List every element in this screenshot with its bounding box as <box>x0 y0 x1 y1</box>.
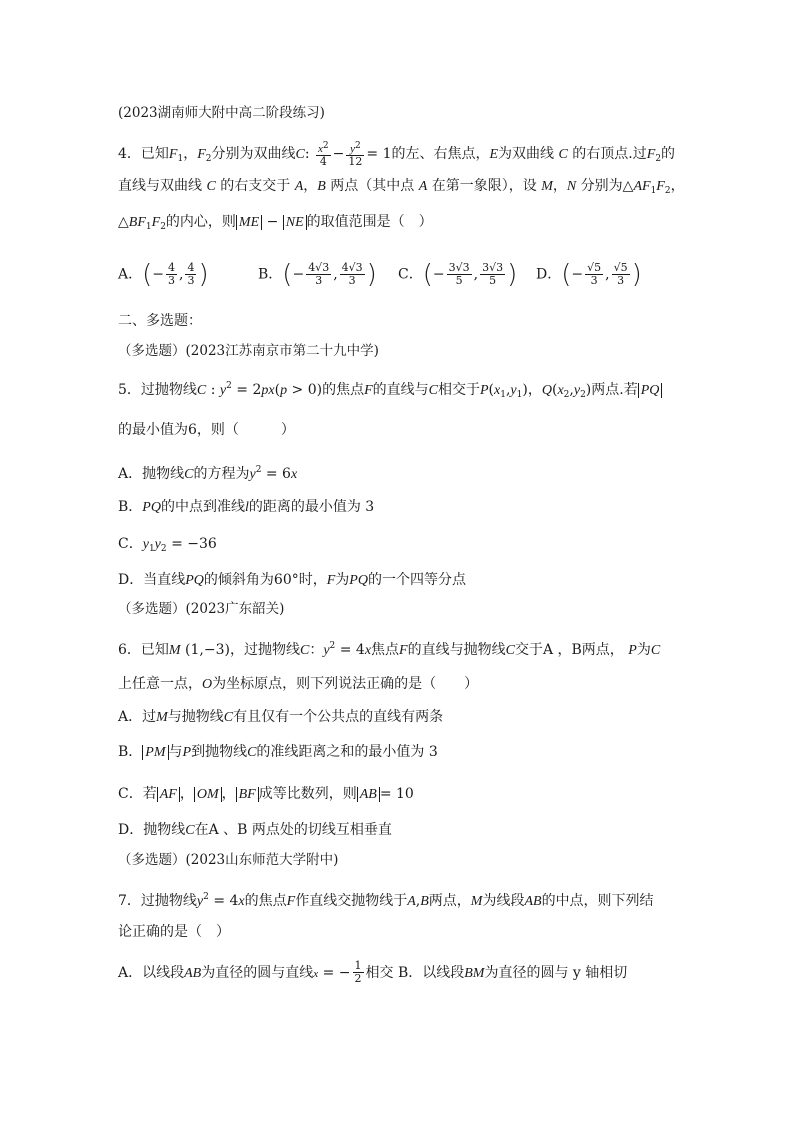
q5-option-d: D．当直线PQ的倾斜角为60°时，F为PQ的一个四等分点 <box>118 572 466 588</box>
q7-option-a: A．以线段AB为直径的圆与直线x = − $\frac{1}{2}$ 相交 <box>118 959 394 985</box>
q5-option-c: C．$y_1y_2 = -36$ <box>118 536 217 554</box>
q7-line2: 论正确的是（ ） <box>118 924 230 940</box>
q6-option-c: C．若 AF ， OM ， BF 成等比数列，则 AB = 10 <box>118 786 414 802</box>
q6-option-a: A．过M与抛物线C有且仅有一个公共点的直线有两条 <box>118 709 444 725</box>
q4-line3: $\triangle BF_1F_2$的内心，则 ME − NE 的取值范围是（ ） <box>118 214 433 232</box>
q7-option-b: B．以线段BM为直径的圆与 y 轴相切 <box>397 964 628 981</box>
section-heading: 二、多选题： <box>118 313 202 329</box>
q5-line1: 5．过抛物线C : $y^2 = 2px(p > 0)$的焦点F的直线与C相交于$P(x_1,y_1)$，$Q(x_2,y_2)$两点.若 PQ <box>118 376 662 405</box>
q4-option-c: C．(− $\frac{3√3}{5}$ , $\frac{3√3}{5}$ ) <box>398 259 518 290</box>
q7-source: （多选题）(2023山东师范大学附中) <box>118 852 339 868</box>
q5-line2: 的最小值为6，则（ ） <box>118 422 295 438</box>
q5-source: （多选题）(2023江苏南京市第二十九中学) <box>118 343 379 359</box>
q4-option-d: D．(− $\frac{√5}{3}$ , $\frac{√5}{3}$ ) <box>536 259 642 290</box>
q4-line2: 直线与双曲线 C 的右支交于 A，B 两点（其中点 A 在第一象限），设 M，N 分别为$\triangle AF_1F_2$， <box>118 178 685 196</box>
q4-option-b: B．(− $\frac{4√3}{3}$ , $\frac{4√3}{3}$ ) <box>258 259 377 290</box>
q7-options <box>118 960 627 985</box>
q4-source: (2023湖南师大附中高二阶段练习) <box>118 105 325 121</box>
q4-option-a: A．(− $\frac{4}{3}$ , $\frac{4}{3}$ ) <box>118 259 209 290</box>
q6-line2: 上任意一点，O为坐标原点，则下列说法正确的是（ ） <box>118 676 479 692</box>
q6-source: （多选题）(2023广东韶关) <box>118 601 285 617</box>
q6-option-b: B． PM 与P到抛物线C的准线距离之和的最小值为 3 <box>118 744 438 760</box>
q7-line1: 7．过抛物线$y^2 = 4x$的焦点F作直线交抛物线于A,B两点，M为线段AB的中点，则下列结 <box>118 892 654 909</box>
q4-options <box>118 259 678 292</box>
q5-option-b: B．PQ的中点到准线l的距离的最小值为 3 <box>118 499 375 515</box>
q6-line1: 6．已知M (1,−3)，过抛物线C：$y^2 = 4x$焦点F的直线与抛物线C交于A ，B两点， P为C <box>118 641 661 658</box>
q4-line1: 4．已知$F_1$，$F_2$分别为双曲线C: $\frac{x^2}{4}$ − $\frac{y^2}{12}$ = 1的左、右焦点，E为双曲线 C 的右顶点.过$F_2$的 <box>118 141 676 168</box>
q5-option-a: A．抛物线C的方程为$y^2 = 6x$ <box>118 465 298 482</box>
q6-option-d: D．抛物线C在A 、B 两点处的切线互相垂直 <box>118 822 392 838</box>
